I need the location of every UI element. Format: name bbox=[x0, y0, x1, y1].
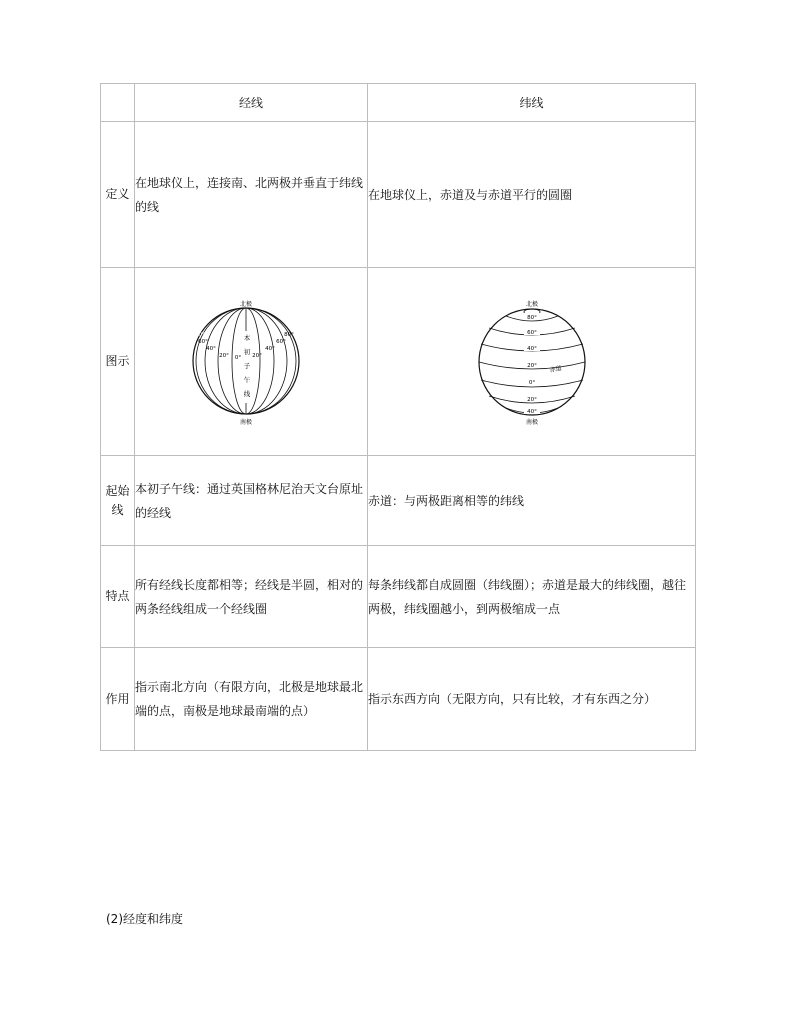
meridian-char-1: 本 bbox=[243, 333, 251, 342]
degree-label: 80° bbox=[195, 331, 205, 338]
cell-longitude-figure bbox=[135, 268, 368, 456]
degree-label: 40° bbox=[526, 345, 537, 352]
cell-longitude-function: 指示南北方向（有限方向，北极是地球最北端的点，南极是地球最南端的点） bbox=[135, 648, 368, 751]
header-longitude: 经线 bbox=[135, 84, 368, 122]
cell-latitude-figure bbox=[368, 268, 696, 456]
cell-latitude-definition: 在地球仪上，赤道及与赤道平行的圆圈 bbox=[368, 122, 696, 268]
degree-label: 60° bbox=[198, 338, 208, 345]
degree-label: 40° bbox=[526, 408, 537, 415]
row-label: 定义 bbox=[101, 122, 135, 268]
degree-label: 60° bbox=[276, 338, 286, 345]
cell-latitude-start-line: 赤道：与两极距离相等的纬线 bbox=[368, 456, 696, 546]
row-label: 作用 bbox=[101, 648, 135, 751]
cell-longitude-features: 所有经线长度都相等；经线是半圆，相对的两条经线组成一个经线圈 bbox=[135, 546, 368, 648]
degree-label: 0° bbox=[528, 379, 535, 386]
south-pole-label: 南极 bbox=[525, 418, 538, 426]
comparison-table bbox=[100, 83, 696, 751]
latitude-globe-figure bbox=[472, 298, 592, 426]
degree-label: 20° bbox=[526, 396, 537, 403]
cell-longitude-start-line: 本初子午线：通过英国格林尼治天文台原址的经线 bbox=[135, 456, 368, 546]
row-label: 图示 bbox=[101, 268, 135, 456]
degree-label: 20° bbox=[526, 362, 537, 369]
degree-label: 60° bbox=[526, 329, 537, 336]
degree-label: 80° bbox=[284, 331, 294, 338]
cell-longitude-definition: 在地球仪上，连接南、北两极并垂直于纬线的线 bbox=[135, 122, 368, 268]
equator-label: 赤道 bbox=[548, 364, 562, 374]
cell-latitude-function: 指示东西方向（无限方向，只有比较，才有东西之分） bbox=[368, 648, 696, 751]
south-pole-label: 南极 bbox=[239, 418, 253, 426]
header-latitude: 纬线 bbox=[368, 84, 696, 122]
row-label: 起始线 bbox=[101, 456, 135, 546]
degree-label: 20° bbox=[252, 352, 262, 359]
degree-label: 40° bbox=[265, 345, 275, 352]
row-label: 特点 bbox=[101, 546, 135, 648]
degree-label: 20° bbox=[219, 352, 229, 359]
meridian-char-5: 线 bbox=[243, 389, 251, 398]
table-header-row bbox=[101, 84, 696, 122]
corner-cell bbox=[101, 84, 135, 122]
cell-latitude-features: 每条纬线都自成圆圈（纬线圈）；赤道是最大的纬线圈，越往两极，纬线圈越小，到两极缩成一点 bbox=[368, 546, 696, 648]
row-function bbox=[101, 648, 696, 751]
degree-label: 40° bbox=[206, 345, 216, 352]
section-subtitle: (2)经度和纬度 bbox=[106, 912, 183, 926]
north-pole-label: 北极 bbox=[239, 300, 253, 308]
meridian-char-4: 午 bbox=[243, 375, 251, 384]
meridian-char-3: 子 bbox=[243, 361, 251, 370]
row-figure bbox=[101, 268, 696, 456]
longitude-globe-figure bbox=[186, 298, 316, 426]
degree-label: 0° bbox=[234, 354, 242, 361]
row-definition bbox=[101, 122, 696, 268]
row-start-line bbox=[101, 456, 696, 546]
meridian-char-2: 初 bbox=[243, 347, 251, 356]
north-pole-label: 北极 bbox=[525, 300, 538, 308]
row-features bbox=[101, 546, 696, 648]
degree-label: 80° bbox=[526, 314, 537, 321]
